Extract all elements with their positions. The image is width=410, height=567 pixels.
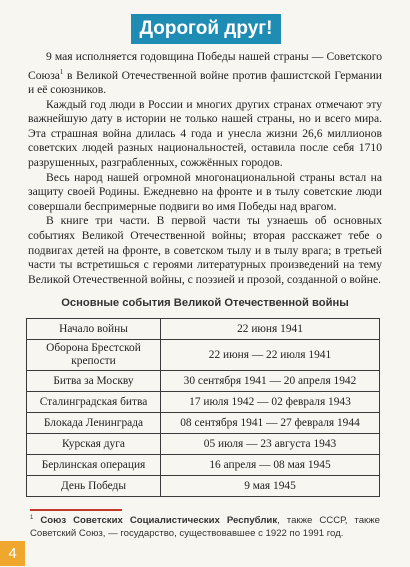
footnote — [30, 512, 380, 540]
event-cell: Курская дуга — [27, 434, 161, 455]
event-cell: Начало войны — [27, 319, 161, 340]
date-cell: 16 апреля — 08 мая 1945 — [161, 455, 380, 476]
date-cell: 17 июля 1942 — 02 февраля 1943 — [161, 392, 380, 413]
page-number: 4 — [0, 541, 25, 566]
paragraph-1-start: 9 мая исполняется годовщина Победы нашей страны — Советского Союза — [28, 50, 382, 82]
table-row — [27, 434, 380, 455]
event-cell: Блокада Ленинграда — [27, 413, 161, 434]
event-cell: Битва за Москву — [27, 371, 161, 392]
footnote-divider — [30, 509, 122, 511]
paragraph-2: Каждый год люди в России и многих других странах отмечают эту важнейшую дату в истории не только нашей страны, но и всего мира. Эта страшная война длилась 4 года и унесла жизни 26,6 миллионов советских людей разных национальностей, оставила после себя 1710 разрушенных, разграбленных, сожжённых городов. — [28, 97, 382, 170]
table-title: Основные события Великой Отечественной войны — [61, 297, 349, 309]
footnote-text: , также СССР, также Советский Союз, — государство, существовавшее с 1922 по 1991 год. — [30, 515, 380, 539]
date-cell: 08 сентября 1941 — 27 февраля 1944 — [161, 413, 380, 434]
table-row — [27, 476, 380, 497]
page-title: Дорогой друг! — [131, 14, 281, 44]
table-row — [27, 371, 380, 392]
event-cell: Берлинская операция — [27, 455, 161, 476]
paragraph-1-end: в Великой Отечественной войне против фашистской Германии и её союзников. — [28, 68, 382, 97]
events-table — [26, 318, 380, 497]
date-cell: 22 июня — 22 июля 1941 — [161, 340, 380, 371]
date-cell: 22 июня 1941 — [161, 319, 380, 340]
table-row — [27, 413, 380, 434]
intro-text — [28, 50, 382, 287]
date-cell: 05 июля — 23 августа 1943 — [161, 434, 380, 455]
date-cell: 30 сентября 1941 — 20 апреля 1942 — [161, 371, 380, 392]
footnote-term: Союз Советских Социалистических Республик — [40, 515, 278, 527]
date-cell: 9 мая 1945 — [161, 476, 380, 497]
paragraph-4: В книге три части. В первой части ты узнаешь об основных событиях Великой Отечественной войны; вторая расскажет тебе о подвигах детей на фронте, в советском тылу и в тылу врага; в третьей части ты встретишься с героями литературных произведений на тему Великой Отечественной войны, с поэзией и прозой, созданной о войне. — [28, 214, 382, 286]
paragraph-1 — [28, 50, 382, 98]
event-cell: Оборона Брестской крепости — [27, 340, 161, 371]
footnote-ref: 1 — [59, 67, 64, 76]
table-row — [27, 340, 380, 371]
event-cell: Сталинградская битва — [27, 392, 161, 413]
paragraph-3: Весь народ нашей огромной многонациональной страны встал на защиту своей Родины. Ежедневно на фронте и в тылу советские люди совершали беспримерные подвиги во имя Победы над врагом. — [28, 170, 382, 213]
table-row — [27, 455, 380, 476]
table-row — [27, 319, 380, 340]
event-cell: День Победы — [27, 476, 161, 497]
footnote-marker: 1 — [30, 515, 34, 521]
table-row — [27, 392, 380, 413]
